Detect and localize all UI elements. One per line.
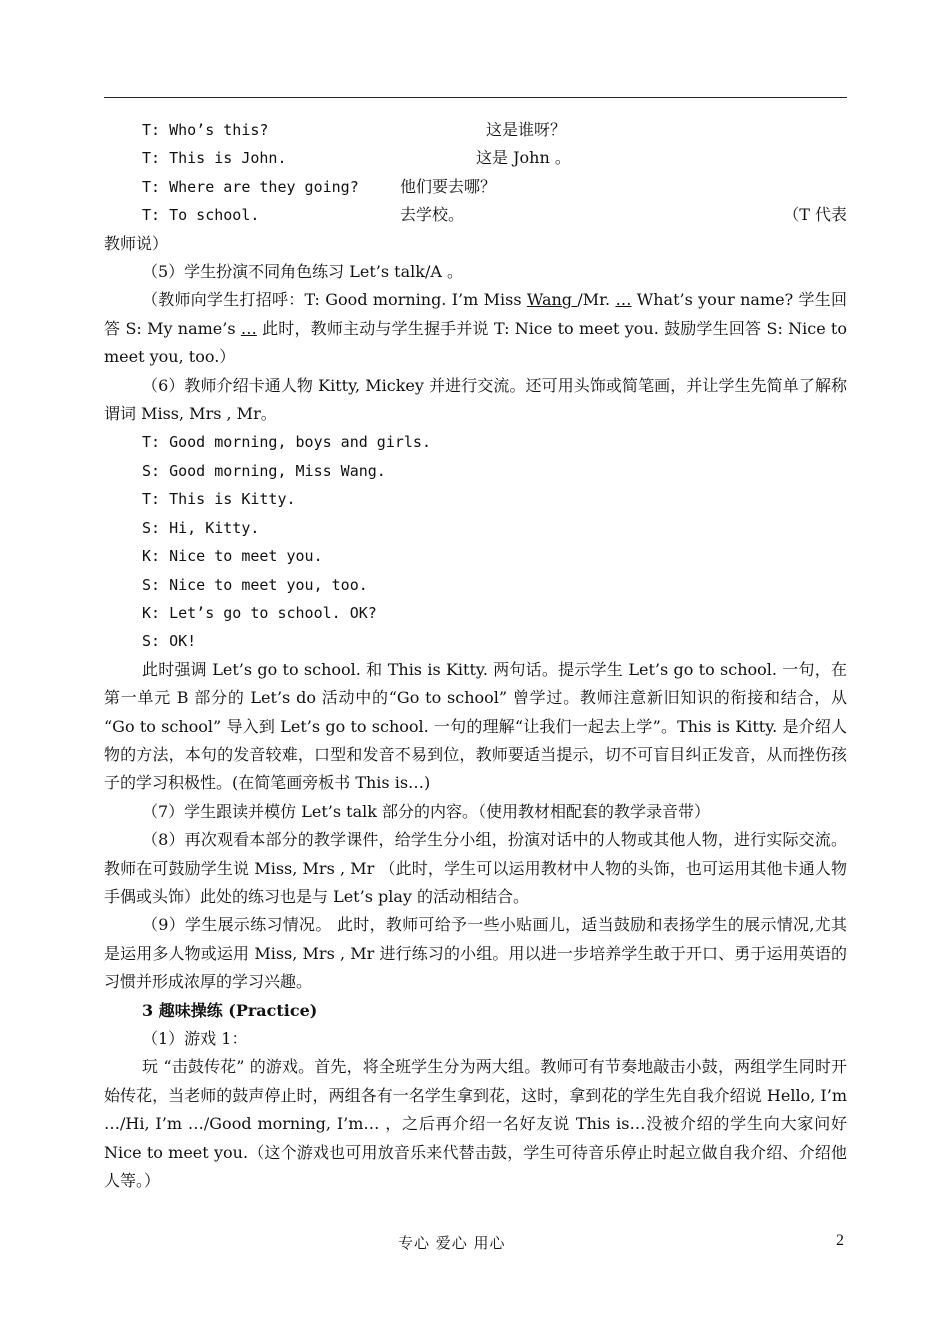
footer-motto: 专心 爱心 用心: [398, 1234, 506, 1252]
section-heading: 3 趣味操练 (Practice): [142, 1000, 318, 1020]
dialog-english: T: To school.: [142, 206, 260, 225]
dialog-line: K: Nice to meet you.: [142, 547, 323, 566]
dialog-english: T: Who’s this?: [142, 121, 269, 139]
dialog-line: [104, 116, 847, 144]
step-9: （9）学生展示练习情况。 此时，教师可给予一些小贴画儿，适当鼓励和表扬学生的展示情况,尤其是运用多人物或运用 Miss, Mrs , Mr 进行练习的小组。用以进一步培养学生敢于开口、勇于运用英语的习惯并形成浓厚的学习兴趣。: [104, 915, 847, 992]
page-number: 2: [836, 1232, 844, 1249]
step-7: （7）学生跟读并模仿 Let’s talk 部分的内容。（使用教材相配套的教学录音带）: [142, 801, 711, 821]
note-continuation: 教师说）: [104, 233, 169, 253]
dialog-line: T: Good morning, boys and girls.: [142, 433, 431, 452]
dialog-chinese: 他们要去哪？: [400, 176, 497, 196]
emphasis-paragraph: 此时强调 Let’s go to school. 和 This is Kitty. 两句话。提示学生 Let’s go to school. 一句，在第一单元 B 部分的 Let’s do 活动中的“Go to school” 曾学过。教师注意新旧知识的衔接和结合，从 “Go to school” 导入到 Let’s go to school. 一句的理解“让我们一起去上学”。This is Kitty. 是介绍人物的方法，本句的发音较难，口型和发音不易到位，教师要适当提示，切不可盲目纠正发音，从而挫伤孩子的学习积极性。(在简笔画旁板书 This is…): [104, 659, 847, 793]
dialog-line: S: Hi, Kitty.: [142, 518, 260, 537]
dialog-line: T: This is Kitty.: [142, 490, 296, 509]
game-1-body: 玩 “击鼓传花” 的游戏。首先，将全班学生分为两大组。教师可有节奏地敲击小鼓，两组学生同时开始传花，当老师的鼓声停止时，两组各有一名学生拿到花，这时，拿到花的学生先自我介绍说 Hello, I’m …/Hi, I’m …/Good morning, I’m… ，之后再介绍一名好友说 This is…没被介绍的学生向大家问好 Nice to meet you.（这个游戏也可用放音乐来代替击鼓，学生可待音乐停止时起立做自我介绍、介绍他人等。）: [104, 1057, 847, 1191]
dialog-line: S: Good morning, Miss Wang.: [142, 461, 386, 480]
dialog-line: [104, 173, 847, 201]
page-body: [104, 116, 847, 1195]
dialog-chinese: 去学校。: [400, 205, 465, 225]
dialog-line: S: OK!: [142, 632, 197, 651]
dialog-chinese: 这是谁呀？: [486, 120, 567, 139]
dialog-chinese: 这是 John 。: [476, 148, 571, 168]
dialog-line: S: Nice to meet you, too.: [142, 575, 368, 594]
dialog-line: [104, 201, 847, 229]
header-rule: [104, 97, 847, 98]
step-8: （8）再次观看本部分的教学课件，给学生分小组，扮演对话中的人物或其他人物，进行实际交流。教师在可鼓励学生说 Miss, Mrs , Mr （此时，学生可以运用教材中人物的头饰，也可运用其他卡通人物手偶或头饰）此处的练习也是与 Let’s play 的活动相结合。: [104, 830, 847, 906]
dialog-english: T: This is John.: [142, 149, 287, 168]
step-5: （5）学生扮演不同角色练习 Let’s talk/A 。: [142, 262, 463, 282]
dialog-note: （T 代表: [783, 205, 847, 225]
step-5-detail: （教师向学生打招呼：T: Good morning. I’m Miss Wang /Mr. … What’s your name? 学生回答 S: My name’s … 此时，教师主动与学生握手并说 T: Nice to meet you. 鼓励学生回答 S: Nice to meet you, too.）: [104, 290, 847, 367]
dialog-line: [104, 144, 847, 172]
step-6: （6）教师介绍卡通人物 Kitty, Mickey 并进行交流。还可用头饰或简笔画，并让学生先简单了解称谓词 Miss, Mrs , Mr。: [104, 375, 847, 424]
game-1-title: （1）游戏 1：: [142, 1029, 248, 1048]
dialog-english: T: Where are they going?: [142, 177, 359, 196]
dialog-line: K: Let’s go to school. OK?: [142, 603, 377, 622]
